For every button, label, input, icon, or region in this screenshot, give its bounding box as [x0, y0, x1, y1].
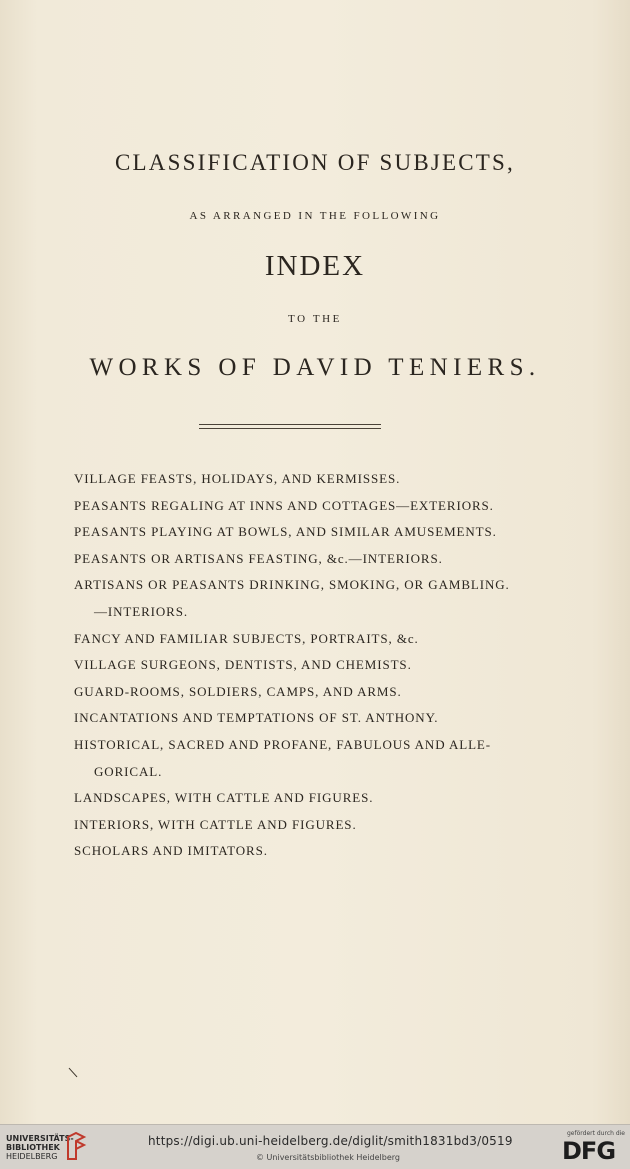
library-name-line2: BIBLIOTHEK	[6, 1143, 60, 1152]
list-item: PEASANTS OR ARTISANS FEASTING, &c.—INTERIORS.	[74, 550, 443, 566]
works-title: WORKS OF DAVID TENIERS.	[89, 354, 541, 381]
subtitle: AS ARRANGED IN THE FOLLOWING	[189, 210, 441, 222]
list-item: HISTORICAL, SACRED AND PROFANE, FABULOUS AND ALLE-	[74, 736, 491, 752]
viewer-footer	[0, 1124, 630, 1169]
list-item: FANCY AND FAMILIAR SUBJECTS, PORTRAITS, &c.	[74, 630, 419, 646]
page-title: CLASSIFICATION OF SUBJECTS,	[115, 150, 515, 175]
list-item-continuation: —INTERIORS.	[94, 603, 189, 619]
list-item-continuation: GORICAL.	[94, 763, 163, 779]
list-item: VILLAGE SURGEONS, DENTISTS, AND CHEMISTS.	[74, 657, 412, 673]
list-item: INTERIORS, WITH CATTLE AND FIGURES.	[74, 816, 357, 832]
list-item: PEASANTS PLAYING AT BOWLS, AND SIMILAR AMUSEMENTS.	[74, 524, 497, 540]
list-item: GUARD-ROOMS, SOLDIERS, CAMPS, AND ARMS.	[74, 683, 402, 699]
list-item: INCANTATIONS AND TEMPTATIONS OF ST. ANTHONY.	[74, 710, 439, 726]
permalink-url[interactable]: https://digi.ub.uni-heidelberg.de/diglit/smith1831bd3/0519	[148, 1134, 513, 1148]
list-item: VILLAGE FEASTS, HOLIDAYS, AND KERMISSES.	[74, 471, 401, 486]
copyright-notice: © Universitätsbibliothek Heidelberg	[256, 1153, 401, 1162]
double-rule-bottom	[199, 428, 381, 429]
to-the-line: TO THE	[288, 313, 342, 325]
funding-note: gefördert durch die	[567, 1130, 625, 1137]
double-rule-top	[199, 424, 381, 425]
signature-mark	[69, 1068, 78, 1078]
library-logo-icon[interactable]	[64, 1129, 88, 1165]
subject-list	[74, 466, 544, 865]
dfg-logo[interactable]: DFG	[562, 1137, 616, 1165]
library-name-line3: HEIDELBERG	[6, 1152, 58, 1161]
list-item: SCHOLARS AND IMITATORS.	[74, 843, 268, 859]
list-item: PEASANTS REGALING AT INNS AND COTTAGES—EXTERIORS.	[74, 497, 494, 513]
list-item: ARTISANS OR PEASANTS DRINKING, SMOKING, OR GAMBLING.	[74, 577, 510, 593]
index-heading: INDEX	[264, 250, 366, 282]
list-item: LANDSCAPES, WITH CATTLE AND FIGURES.	[74, 790, 374, 806]
library-name-line1: UNIVERSITÄTS-	[6, 1134, 74, 1143]
